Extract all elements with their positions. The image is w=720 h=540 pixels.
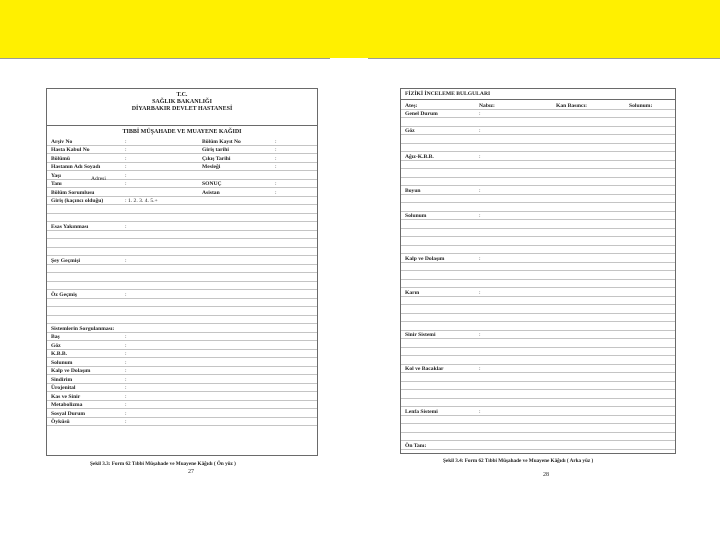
figure-caption-front: Şekil 3.3: Form 62 Tıbbi Müşahade ve Muayene Kâğıdı ( Ön yüz ): [90, 461, 236, 467]
exam-row: [401, 441, 675, 450]
header-line-2: SAĞLIK BAKANLIĞI: [152, 99, 212, 105]
exam-row: [401, 212, 675, 221]
field-colon-left: :: [125, 147, 127, 153]
exam-colon: :: [479, 255, 481, 262]
blank-row: [47, 231, 317, 240]
blank-row: [401, 263, 675, 272]
blank-row: [401, 246, 675, 255]
section-row: [47, 290, 317, 299]
system-colon: :: [125, 402, 127, 408]
entry-label: Giriş (kaçıncı olduğu): [51, 198, 104, 204]
system-colon: :: [125, 342, 127, 349]
exam-label: Göz: [405, 128, 415, 134]
blank-row: [47, 248, 317, 257]
section-colon: :: [125, 257, 127, 264]
system-colon: :: [125, 393, 127, 400]
field-colon-right: :: [275, 189, 277, 196]
system-colon: :: [125, 410, 127, 417]
blank-row: [401, 135, 675, 144]
system-colon: :: [125, 419, 127, 425]
system-label: Kas ve Sinir: [51, 393, 81, 400]
field-label-right: Asistan: [202, 189, 220, 196]
field-colon-left: :: [125, 155, 127, 162]
field-colon-right: :: [275, 181, 277, 187]
blank-row: [401, 356, 675, 365]
form-title-back: FİZİKİ İNCELEME BULGULARI: [405, 91, 491, 97]
system-row: [47, 341, 317, 350]
figure-caption-back: Şekil 3.4: Form 62 Tıbbi Müşahade ve Muayene Kâğıdı ( Arka yüz ): [443, 458, 594, 464]
exam-row: [401, 127, 675, 136]
blank-row: [47, 273, 317, 282]
blank-row: [401, 297, 675, 306]
system-colon: :: [125, 351, 127, 357]
blank-row: [401, 280, 675, 289]
system-row: [47, 384, 317, 393]
top-divider-right: [368, 58, 720, 59]
system-label: Baş: [51, 334, 60, 340]
exam-label: Kol ve Bacaklar: [405, 366, 444, 372]
blank-row: [401, 314, 675, 323]
header-line-1: T.C.: [176, 92, 188, 98]
exam-colon: :: [479, 111, 481, 117]
blank-row: [401, 229, 675, 238]
blank-row: [401, 144, 675, 153]
exam-colon: :: [479, 153, 481, 160]
blank-row: [401, 399, 675, 408]
field-label-left: Hasta Kabul No: [51, 147, 90, 153]
system-row: [47, 418, 317, 427]
exam-colon: :: [479, 128, 481, 134]
form-header: [47, 92, 317, 122]
exam-label: Boyun: [405, 187, 421, 194]
yellow-banner: [0, 0, 720, 58]
field-label-right: Çıkış Tarihi: [202, 155, 231, 162]
exam-label: Karın: [405, 289, 420, 296]
field-label-left: Bölümü: [51, 155, 70, 162]
system-colon: :: [125, 334, 127, 340]
exam-row: [401, 331, 675, 340]
exam-label: Sinir Sistemi: [405, 332, 436, 338]
system-label: Metabolizma: [51, 402, 83, 408]
vital-fever: Ateş:: [405, 102, 418, 109]
blank-row: [401, 433, 675, 442]
system-row: [47, 375, 317, 384]
section-label: Esas Yakınması: [51, 223, 89, 230]
system-row: [47, 409, 317, 418]
system-colon: :: [125, 385, 127, 391]
blank-row: [401, 382, 675, 391]
system-label: Solunum: [51, 359, 73, 366]
exam-row: [401, 407, 675, 416]
system-label: Öyküsü: [51, 419, 70, 425]
blank-row: [47, 316, 317, 325]
field-label-right: Bölüm Kayıt No: [202, 138, 241, 145]
system-colon: :: [125, 368, 127, 374]
field-label-right: Mesleği: [202, 164, 221, 170]
field-colon-right: :: [275, 138, 277, 145]
blank-row: [401, 373, 675, 382]
field-colon-right: :: [275, 164, 277, 170]
exam-colon: :: [479, 213, 481, 219]
system-label: Kalp ve Dolaşım: [51, 368, 91, 374]
system-row: [47, 392, 317, 401]
field-label-left: Yaşı: [51, 172, 61, 179]
blank-row: [401, 161, 675, 170]
system-label: Göz: [51, 342, 61, 349]
blank-row: [47, 205, 317, 214]
field-label-left: Hastanın Adı Soyadı: [51, 164, 101, 170]
header-line-3: DİYARBAKIR DEVLET HASTANESİ: [131, 106, 233, 112]
system-colon: :: [125, 359, 127, 366]
exam-colon: :: [479, 332, 481, 338]
system-row: [47, 333, 317, 342]
page-number-left: 27: [188, 469, 194, 475]
blank-row: [47, 299, 317, 308]
exam-label: Genel Durum: [405, 111, 438, 117]
blank-row: [401, 339, 675, 348]
blank-row: [401, 424, 675, 433]
exam-row: [401, 288, 675, 297]
blank-row: [401, 416, 675, 425]
field-colon-left: :: [125, 181, 127, 187]
exam-label: Solunum: [405, 213, 427, 219]
exam-label: Ön Tanı:: [405, 442, 427, 449]
blank-row: [47, 265, 317, 274]
form-title: TIBBİ MÜŞAHADE VE MUAYENE KAĞIDI: [122, 129, 242, 135]
field-colon-right: :: [275, 147, 277, 153]
title-rule: [401, 99, 675, 100]
blank-row: [401, 169, 675, 178]
exam-label: Kalp ve Dolaşım: [405, 255, 445, 262]
blank-row: [47, 239, 317, 248]
exam-row: [401, 152, 675, 161]
section-colon: :: [125, 223, 127, 230]
blank-row: [401, 237, 675, 246]
vital-blood-pressure: Kan Basıncı:: [556, 102, 587, 109]
exam-colon: :: [479, 408, 481, 415]
exam-row: [401, 186, 675, 195]
field-label-right: Giriş tarihi: [202, 147, 229, 153]
blank-row: [401, 118, 675, 127]
system-colon: :: [125, 376, 127, 383]
system-row: [47, 350, 317, 359]
blank-row: [401, 178, 675, 187]
blank-row: [401, 195, 675, 204]
field-label-right: SONUÇ: [202, 181, 222, 187]
vital-pulse: Nabız:: [479, 102, 495, 109]
field-colon-left: :: [125, 138, 127, 145]
blank-row: [401, 322, 675, 331]
vital-respiration: Solunum:: [629, 102, 653, 109]
system-row: [47, 401, 317, 410]
page-number-right: 28: [543, 472, 549, 478]
exam-colon: :: [479, 366, 481, 372]
blank-row: [47, 214, 317, 223]
blank-row: [401, 390, 675, 399]
exam-colon: :: [479, 289, 481, 296]
header-rule: [47, 125, 317, 126]
blank-row: [401, 220, 675, 229]
entry-options: : 1. 2. 3. 4. 5.+: [125, 198, 158, 204]
blank-row: [47, 282, 317, 291]
medical-form-back: [400, 88, 676, 454]
systems-title: Sistemlerin Sorgulanması:: [51, 325, 115, 332]
system-label: Ürojenital: [51, 385, 76, 391]
system-label: Sindirim: [51, 376, 73, 383]
field-colon-left: :: [125, 164, 127, 170]
system-row: [47, 358, 317, 367]
system-label: Sosyal Durum: [51, 410, 86, 417]
blank-row: [401, 348, 675, 357]
blank-row: [401, 203, 675, 212]
exam-colon: :: [479, 187, 481, 194]
field-row: [47, 171, 317, 180]
top-divider-left: [0, 58, 330, 59]
medical-form-front: [46, 88, 318, 456]
exam-row: [401, 110, 675, 119]
field-label-left: Arşiv No: [51, 138, 73, 145]
exam-label: Lenfa Sistemi: [405, 408, 438, 415]
blank-row: [401, 271, 675, 280]
section-label: Şey Geçmişi: [51, 257, 81, 264]
blank-row: [47, 307, 317, 316]
exam-label: Ağız-K.B.B.: [405, 153, 434, 160]
section-row: [47, 256, 317, 265]
address-label: Adresi: [91, 175, 106, 182]
field-label-left: Bölüm Sorumlusu: [51, 189, 95, 196]
blank-row: [401, 450, 675, 455]
field-colon-left: :: [125, 172, 127, 179]
system-label: K.B.B.: [51, 351, 68, 357]
field-label-left: Tanı: [51, 181, 62, 187]
section-label: Öz Geçmiş: [51, 291, 77, 298]
blank-row: [401, 305, 675, 314]
field-colon-right: :: [275, 155, 277, 162]
section-colon: :: [125, 291, 127, 298]
